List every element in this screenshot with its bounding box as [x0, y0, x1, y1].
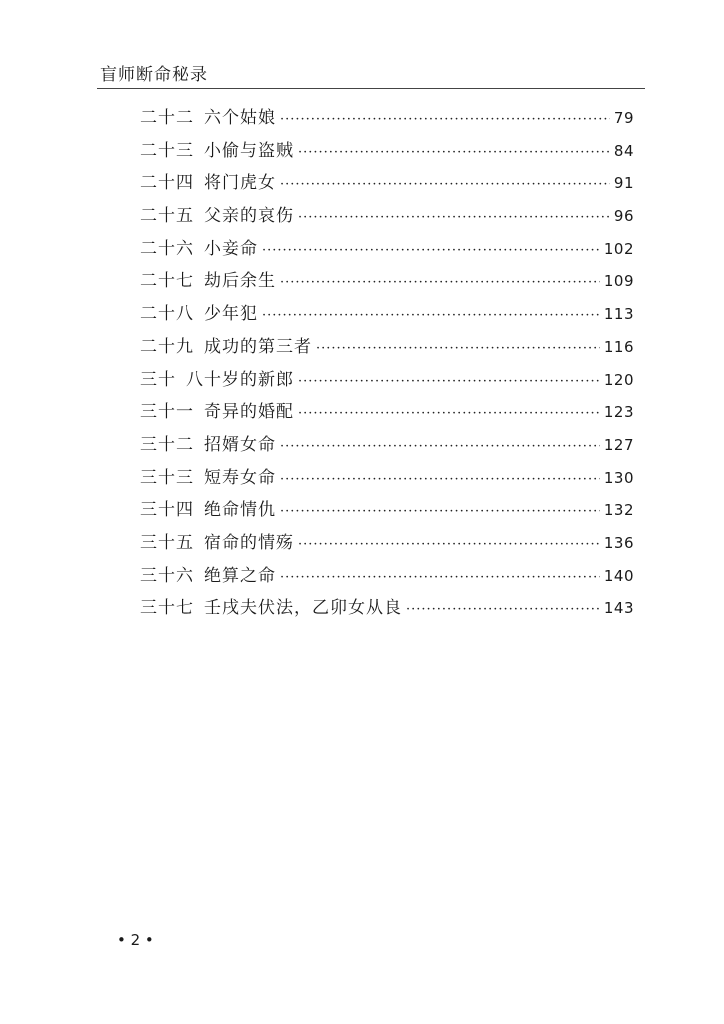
- running-head: 盲师断命秘录: [100, 65, 208, 85]
- dot-leader: [280, 275, 600, 290]
- toc-entry[interactable]: [140, 495, 634, 528]
- toc-chapter-number: 二十四: [140, 173, 194, 194]
- toc-chapter-title: 小妾命: [204, 238, 258, 259]
- toc-chapter-title: 招婿女命: [204, 434, 276, 455]
- toc-entry[interactable]: [140, 593, 634, 626]
- toc-entry[interactable]: [140, 103, 634, 136]
- toc-chapter-title: 八十岁的新郎: [186, 369, 294, 390]
- toc-chapter-title: 将门虎女: [204, 173, 276, 194]
- toc-page-number: 102: [603, 239, 634, 258]
- dot-leader: [298, 210, 610, 225]
- toc-page-number: 113: [603, 305, 634, 324]
- toc-chapter-number: 三十一: [140, 402, 194, 423]
- toc-page-number: 96: [613, 207, 634, 226]
- toc-chapter-title: 绝算之命: [204, 565, 276, 586]
- toc-entry[interactable]: [140, 397, 634, 430]
- toc-chapter-title: 小偷与盗贼: [204, 140, 294, 161]
- dot-leader: [280, 472, 600, 487]
- toc-entry[interactable]: [140, 234, 634, 267]
- dot-leader: [406, 602, 600, 617]
- toc-entry[interactable]: [140, 430, 634, 463]
- header-rule: [97, 88, 645, 89]
- toc-entry[interactable]: [140, 266, 634, 299]
- toc-chapter-number: 二十二: [140, 108, 194, 128]
- toc-entry[interactable]: [140, 561, 634, 594]
- toc-entry[interactable]: [140, 365, 634, 398]
- toc-chapter-number: 二十五: [140, 206, 194, 227]
- toc-page-number: 91: [613, 174, 634, 193]
- toc-entry[interactable]: [140, 528, 634, 561]
- dot-leader: [298, 374, 600, 389]
- toc-chapter-title: 六个姑娘: [204, 108, 276, 128]
- toc-page-number: 143: [603, 599, 634, 618]
- toc-chapter-number: 二十九: [140, 336, 194, 357]
- toc-entry[interactable]: [140, 299, 634, 332]
- toc-chapter-number: 三十三: [140, 467, 194, 488]
- toc-chapter-number: 三十: [140, 369, 176, 390]
- dot-leader: [280, 504, 600, 519]
- toc-entry[interactable]: [140, 168, 634, 201]
- toc-chapter-title: 壬戌夫伏法，乙卯女从良: [204, 598, 402, 619]
- toc-chapter-number: 三十四: [140, 500, 194, 521]
- toc-chapter-title: 父亲的哀伤: [204, 206, 294, 227]
- toc-chapter-number: 二十三: [140, 140, 194, 161]
- page-number: • 2 •: [117, 931, 154, 949]
- dot-leader: [298, 145, 610, 160]
- toc-page-number: 79: [613, 109, 634, 127]
- toc-page-number: 120: [603, 370, 634, 389]
- dot-leader: [280, 570, 600, 585]
- toc-entry[interactable]: [140, 136, 634, 169]
- toc-page-number: 84: [613, 141, 634, 160]
- toc-chapter-title: 短寿女命: [204, 467, 276, 488]
- dot-leader: [280, 177, 610, 192]
- toc-entry[interactable]: [140, 201, 634, 234]
- dot-leader: [298, 406, 600, 421]
- toc-chapter-title: 劫后余生: [204, 271, 276, 292]
- toc-chapter-number: 三十二: [140, 434, 194, 455]
- toc-chapter-number: 三十六: [140, 565, 194, 586]
- toc-chapter-title: 少年犯: [204, 304, 258, 325]
- toc-page-number: 132: [603, 501, 634, 520]
- toc-chapter-number: 二十七: [140, 271, 194, 292]
- toc-chapter-number: 三十七: [140, 598, 194, 619]
- dot-leader: [280, 439, 600, 454]
- toc-page-number: 116: [603, 337, 634, 356]
- toc-chapter-number: 二十八: [140, 304, 194, 325]
- dot-leader: [316, 341, 600, 356]
- table-of-contents: [140, 103, 634, 626]
- dot-leader: [262, 243, 600, 258]
- dot-leader: [262, 308, 600, 323]
- toc-chapter-title: 成功的第三者: [204, 336, 312, 357]
- dot-leader: [298, 537, 600, 552]
- toc-page-number: 127: [603, 435, 634, 454]
- dot-leader: [280, 112, 610, 127]
- toc-page-number: 130: [603, 468, 634, 487]
- toc-chapter-number: 三十五: [140, 532, 194, 553]
- toc-page-number: 109: [603, 272, 634, 291]
- toc-page-number: 123: [603, 403, 634, 422]
- toc-chapter-title: 奇异的婚配: [204, 402, 294, 423]
- toc-chapter-title: 绝命情仇: [204, 500, 276, 521]
- toc-chapter-title: 宿命的情殇: [204, 532, 294, 553]
- toc-page-number: 140: [603, 566, 634, 585]
- toc-page-number: 136: [603, 533, 634, 552]
- toc-chapter-number: 二十六: [140, 238, 194, 259]
- toc-entry[interactable]: [140, 332, 634, 365]
- toc-entry[interactable]: [140, 463, 634, 496]
